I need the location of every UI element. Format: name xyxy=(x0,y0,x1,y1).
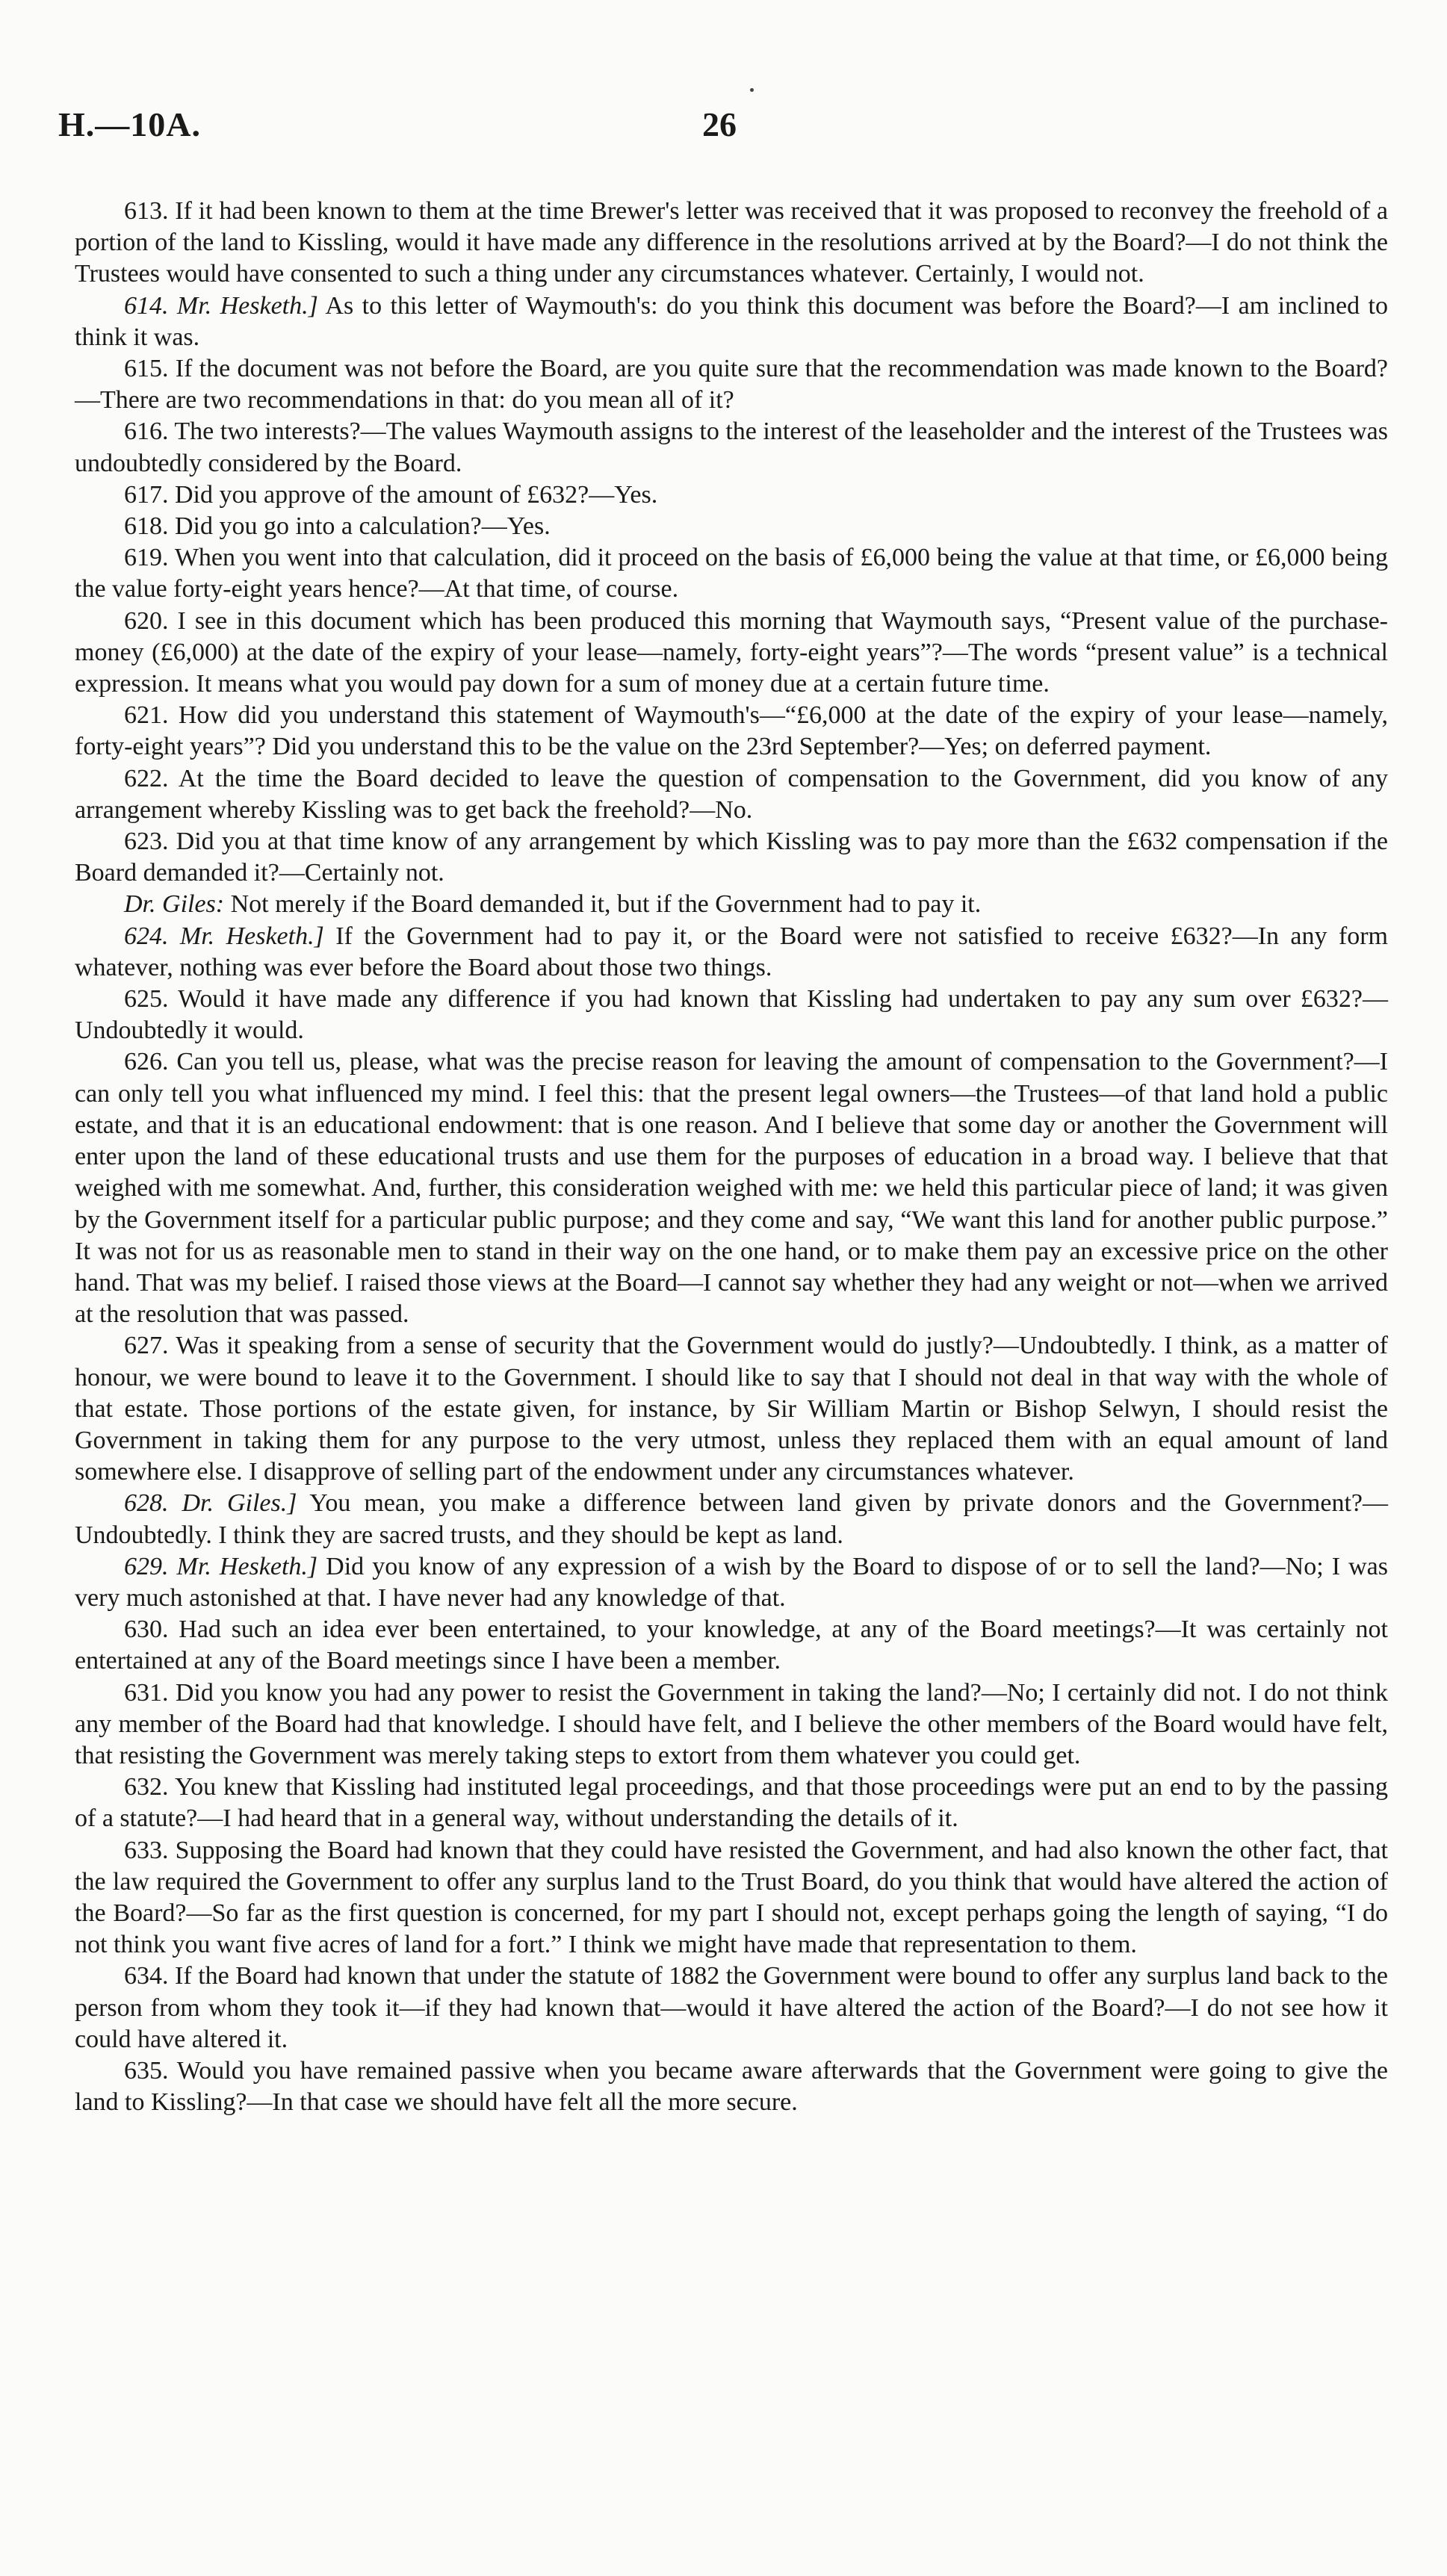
paragraph-619: 619. When you went into that calculation, did it proceed on the basis of £6,000 being the value at that time, or £6,000 being the value forty-eight years hence?—At that time, of course. xyxy=(75,544,1388,603)
paragraph-633: 633. Supposing the Board had known that they could have resisted the Government, and had also known the other fact, that the law required the Government to offer any surplus land to the Trust Board, do you think that would have altered the action of the Board?—So far as the first question is concerned, for my part I should not, except perhaps going the length of saying, “I do not think you want five acres of land for a fort.” I think we might have made that representation to them. xyxy=(75,1836,1388,1959)
paragraph-618: 618. Did you go into a calculation?—Yes. xyxy=(124,512,551,541)
paragraph-623: 623. Did you at that time know of any arrangement by which Kissling was to pay more than the £632 compensation if the Board demanded it?—Certainly not. xyxy=(75,828,1388,887)
page-number: 26 xyxy=(702,105,737,143)
paragraph-621: 621. How did you understand this statement of Waymouth's—“£6,000 at the date of the expiry of your lease—namely, forty-eight years”? Did you understand this to be the value on the 23rd September?—Yes; on deferred payment. xyxy=(75,701,1388,761)
paragraph-627: 627. Was it speaking from a sense of security that the Government would do justly?—Undoubtedly. I think, as a matter of honour, we were bound to leave it to the Government. I should like to say that I should not deal in that way with the whole of that estate. Those portions of the estate given, for instance, by Sir William Martin or Bishop Selwyn, I should resist the Government in taking them for any purpose to the very utmost, unless they replaced them with an equal amount of land somewhere else. I disapprove of selling part of the endowment under any circumstances whatever. xyxy=(75,1332,1388,1486)
paragraph-635: 635. Would you have remained passive when you became aware afterwards that the Government were going to give the land to Kissling?—In that case we should have felt all the more secure. xyxy=(75,2056,1388,2117)
paragraph-616: 616. The two interests?—The values Waymouth assigns to the interest of the leaseholder and the interest of the Trustees was undoubtedly considered by the Board. xyxy=(75,418,1388,477)
paragraph-629: 629. Mr. Hesketh.] Did you know of any expression of a wish by the Board to dispose of or to sell the land?—No; I was very much astonished at that. I have never had any knowledge of that. xyxy=(75,1552,1388,1612)
paragraph-628: 628. Dr. Giles.] You mean, you make a difference between land given by private donors and the Government?—Undoubtedly. I think they are sacred trusts, and they should be kept as land. xyxy=(75,1489,1388,1549)
paragraph-dr-giles-remark: Dr. Giles: Not merely if the Board demanded it, but if the Government had to pay it. xyxy=(124,890,982,919)
page-header xyxy=(58,105,1388,164)
paragraph-624: 624. Mr. Hesketh.] If the Government had to pay it, or the Board were not satisfied to receive £632?—In any form whatever, nothing was ever before the Board about those two things. xyxy=(75,922,1388,981)
paragraph-622: 622. At the time the Board decided to leave the question of compensation to the Government, did you know of any arrangement whereby Kissling was to get back the freehold?—No. xyxy=(75,764,1388,824)
paragraph-625: 625. Would it have made any difference if you had known that Kissling had undertaken to pay any sum over £632?—Undoubtedly it would. xyxy=(75,985,1388,1045)
paragraph-631: 631. Did you know you had any power to resist the Government in taking the land?—No; I certainly did not. I do not think any member of the Board had that knowledge. I should have felt, and I believe the other members of the Board would have felt, that resisting the Government was merely taking steps to extort from them whatever you could get. xyxy=(75,1678,1388,1769)
paragraph-617: 617. Did you approve of the amount of £632?—Yes. xyxy=(124,480,658,509)
paragraph-613: 613. If it had been known to them at the time Brewer's letter was received that it was proposed to reconvey the freehold of a portion of the land to Kissling, would it have made any difference in the resolutions arrived at by the Board?—I do not think the Trustees would have consented to such a thing under any circumstances whatever. Certainly, I would not. xyxy=(75,197,1388,288)
paragraph-634: 634. If the Board had known that under the statute of 1882 the Government were bound to offer any surplus land back to the person from whom they took it—if they had known that—would it have altered the action of the Board?—I do not see how it could have altered it. xyxy=(75,1962,1388,2053)
paragraph-620: 620. I see in this document which has been produced this morning that Waymouth says, “Present value of the purchase-money (£6,000) at the date of the expiry of your lease—namely, forty-eight years”?—The words “present value” is a technical expression. It means what you would pay down for a sum of money due at a certain future time. xyxy=(75,606,1388,698)
testimony-body xyxy=(75,196,1388,2118)
ink-speck xyxy=(750,88,754,92)
document-reference: H.—10A. xyxy=(58,105,201,143)
paragraph-614: 614. Mr. Hesketh.] As to this letter of Waymouth's: do you think this document was before the Board?—I am inclined to think it was. xyxy=(75,291,1388,351)
paragraph-632: 632. You knew that Kissling had instituted legal proceedings, and that those proceedings were put an end to by the passing of a statute?—I had heard that in a general way, without understanding the details of it. xyxy=(75,1773,1388,1833)
paragraph-615: 615. If the document was not before the Board, are you quite sure that the recommendation was made known to the Board?—There are two recommendations in that: do you mean all of it? xyxy=(75,355,1388,415)
paragraph-626: 626. Can you tell us, please, what was the precise reason for leaving the amount of compensation to the Government?—I can only tell you what influenced my mind. I feel this: that the present legal owners—the Trustees—of that land hold a public estate, and that it is an educational endowment: that is one reason. And I believe that some day or another the Government will enter upon the land of these educational trusts and use them for the purposes of education in a broad way. I believe that that weighed with me somewhat. And, further, this consideration weighed with me: we held this particular piece of land; it was given by the Government itself for a particular public purpose; and they come and say, “We want this land for another public purpose.” It was not for us as reasonable men to stand in their way on the one hand, or to make them pay an excessive price on the other hand. That was my belief. I raised those views at the Board—I cannot say whether they had any weight or not—when we arrived at the resolution that was passed. xyxy=(75,1048,1388,1329)
paragraph-630: 630. Had such an idea ever been entertained, to your knowledge, at any of the Board meetings?—It was certainly not entertained at any of the Board meetings since I have been a member. xyxy=(75,1616,1388,1675)
